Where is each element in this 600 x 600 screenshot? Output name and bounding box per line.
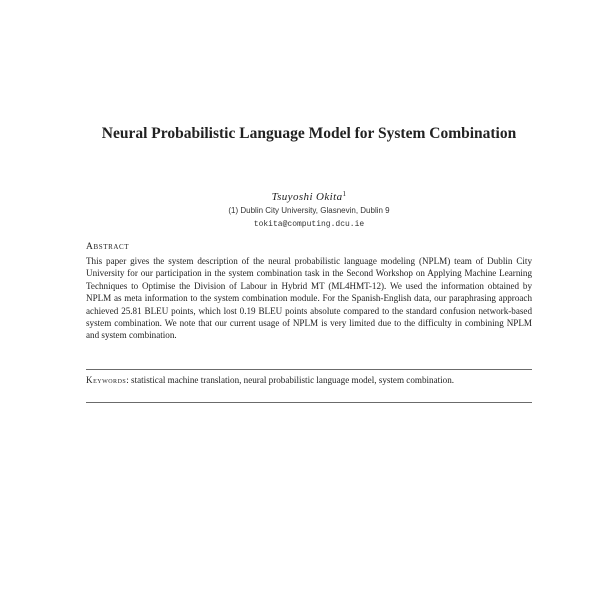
keywords-top-rule: [86, 369, 532, 370]
author-affiliation-marker: 1: [342, 190, 347, 198]
abstract-body: This paper gives the system description of the neural probabilistic language modeling (NPLM) team of Dublin City University for our participation in the system combination task in the Second Workshop on Applying Machine Learning Techniques to Optimise the Division of Labour in Hybrid MT (ML4HMT-12). We used the information obtained by NPLM as meta information to the system combination module. For the Spanish-English data, our paraphrasing approach achieved 25.81 BLEU points, which lost 0.19 BLEU points absolute compared to the standard confusion network-based system combination. We note that our current usage of NPLM is very limited due to the difficulty in combining NPLM and system combination.: [86, 256, 532, 341]
abstract-heading: Abstract: [86, 242, 130, 252]
keywords-bottom-rule: [86, 402, 532, 403]
keywords-section: [86, 374, 532, 387]
author-affiliation: (1) Dublin City University, Glasnevin, Dublin 9: [228, 206, 390, 215]
paper-title: Neural Probabilistic Language Model for System Combination: [101, 125, 517, 142]
keywords-label: Keywords: [86, 375, 127, 385]
author-name: Tsuyoshi Okita: [271, 191, 343, 203]
author-line: [86, 190, 532, 203]
keywords-text: statistical machine translation, neural probabilistic language model, system combination.: [131, 375, 455, 385]
author-email: tokita@computing.dcu.ie: [253, 220, 365, 229]
keywords-colon: :: [126, 375, 132, 385]
